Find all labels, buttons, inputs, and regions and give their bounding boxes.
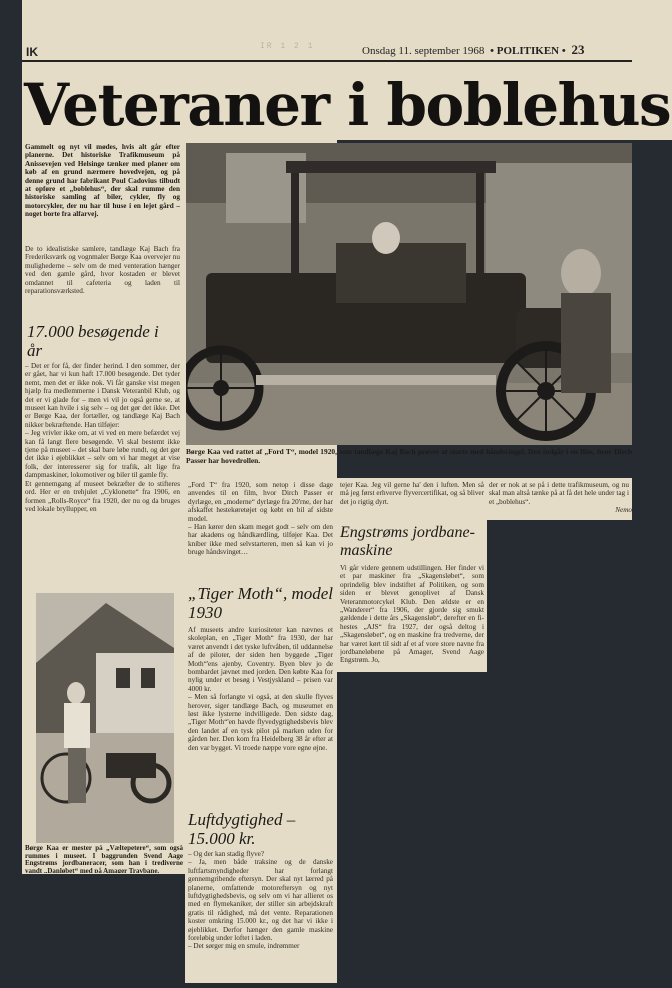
ford-t-illustration <box>186 143 632 445</box>
right-top-text: tejer Kaa. Jeg vil gerne ha' den i luften. Men så må jeg først erhverve flyvercertifikat, og så bliver det jo rigtig dyrt. <box>340 481 484 506</box>
engstrom-text: Vi går videre gennem udstillingen. Her finder vi et par maskiner fra „Skagensløbet“, som oprindelig blev indstiftet af Politiken, og som siden er blevet genoplivet af Dansk Veteranmotorcykel Klub. Den ældste er en „Wanderer“ fra 1906, der gjorde sig smukt gældende i dette års „Skagensløb“, derefter en fi-hestes „AJS“ fra 1927, der også deltog i „Skagensløbet“, og en maskine fra tredverne, der har været kørt til sidt af et af vore store navne fra jordbaneløbene på Amager, Svend Aage Engstrøm. Jo, <box>340 564 484 665</box>
tiger-moth-heading: „Tiger Moth“, model 1930 <box>188 584 333 622</box>
stamp-mark: IR 1 2 1 <box>260 42 315 51</box>
header-rule <box>22 60 632 62</box>
ford-t-photo <box>186 143 632 445</box>
section-label: IK <box>26 45 38 59</box>
photo-caption: Børge Kaa ved rattet af „Ford T“, model 1920, som tandlæge Kaj Bach prøver at starte med håndsvingel. Den indgår i en film, hvor Dirch Passer har hovedrollen. <box>186 447 632 465</box>
motorcycle-photo <box>36 593 174 843</box>
airworthiness-text: – Og der kan stadig flyve? – Ja, men både traksine og de danske luftfartsmyndigheder har forlangt gennemgribende eftersyn. Der skal nyt lærred på planerne, omfattende motoreftersyn og nyt luftdygtighedsbevis, og selv om vi har allieret os med en flymekaniker, der stiller sin arbejdskraft gratis til rådighed, må det vente. Reparationen koster omkring 15.000 kr., og det har vi ikke i øjeblikket. Derfor hænger den gamle maskine foreløbig under loftet i laden. – Det sørger mig en smule, indrømmer <box>188 850 333 951</box>
closing-text: der er nok at se på i dette trafikmuseum, og nu skal man altså tænke på at få det hele under tag i et „boblehus“. <box>489 481 629 506</box>
headline: Veteraner i boblehus <box>24 71 671 139</box>
paper-name: • POLITIKEN • <box>490 45 566 57</box>
ford-t-text: „Ford T“ fra 1920, som netop i disse dage anvendes til en film, hvor Dirch Passer er dyrlæge, en „moderne“ dyrlæge fra 20'rne, der har afskaffet hestekøretøjet og købt en bil af sidste model. – Han kører den skam meget godt – selv om den har akadøns og håndkærdling, tilføjer Kaa. Det kniber ikke med selvstarteren, men så kan vi jo bruge håndsvinget… <box>188 481 333 557</box>
issue-date: Onsdag 11. september 1968 <box>362 45 485 57</box>
signature: Nemo <box>615 506 632 514</box>
airworthiness-heading: Luftdygtighed – 15.000 kr. <box>188 810 296 848</box>
lead-paragraph-2: De to idealistiske samlere, tandlæge Kaj Bach fra Frederiksværk og vognmaler Børge Kaa overvejer nu mulighederne – selv om de med venteration hænger ved den gamle gård, hvor kostaden er blevet omdannet til cafeteria og laden til reparationsværksted. <box>25 245 180 296</box>
engstrom-heading: Engstrøms jordbane-maskine <box>340 524 475 559</box>
motorcycle-caption: Børge Kaa er mester på „Væltepetere“, som også rummes i museet. I baggrunden Svend Aage Engstrøms jordbaneracer, som han i trediverne vandt „Danløbet“ med på Amager Travbane. <box>25 845 183 873</box>
tiger-moth-text: Af museets andre kuriositeter kan nævnes et skoleplan, en „Tiger Moth“ fra 1930, der har været anvendt i det tyske luftvåben, til uddannelse af de piloter, der siden hen byggede „Tiger Moth“'ens ajenby, Coventry. Byen blev jo de bombardet jævnet med jorden. Den købte Kaa for nylig under et besøg i Vestjyskland – prisen var 4000 kr. – Men så forlangte vi også, at den skulle flyves herover, siger tandlæge Bach, og museumet en løst ikke lysterne indvilligede. Den sidste dag, „Tiger Moth“'en havde flyvedygtighedsbevis blev den landet af en tysk pilot på marken uden for gården her. Den kom fra Heidelberg 38 år efter at den var bygget. Vi troede næppe vore egne øjne. <box>188 626 333 752</box>
lead-paragraph: Gammelt og nyt vil mødes, hvis alt går efter planerne. Det historiske Trafikmuseum på Anissevejen ved Helsinge tænker med planer om køb af en grund nærmere hovedvejen, og på denne grund har fabrikant Poul Cadovius tilbudt at opføre et „boblehus“, der skal rumme den historiske samling af biler, cykler, fly og motorcykler, der nu har til huse i en lejet gård – noget borte fra alfarvej. <box>25 143 180 219</box>
visitors-heading: 17.000 besøgende i år <box>27 322 159 360</box>
motorcycle-illustration <box>36 593 174 843</box>
date-line <box>362 42 632 58</box>
visitors-text: – Det er for få, der finder herind. I den sommer, der er gået, har vi kun haft 17.000 besøgende. Det tyder nemt, men det er ikke nok. Vi får ganske vist megen hjælp fra medlemmerne i Dansk Veteranbil Klub, og det er vi glade for – men vi vil jo også gerne se, at museet kan hvile i sig selv – og det gør det ikke. Det er Børge Kaa, der fortæller, og tandlæge Kaj Bach nikker bekræftende. Han tilføjer: – Jeg vrivler ikke om, at vi ved en mere befærdet vej kan få langt flere besøgende. Vi skal bestemt ikke tjene på museet – det skal bare løbe rundt, og det gør det ikke i øjeblikket – selv om vi har meget at vise folk, der interesserer sig for trafik, alt lige fra dampmaskiner, lokomotiver og biler til gamle fly. Et gennemgang af museet bekræfter de to stifteres ord. Her er en trehjulet „Cyklonette“ fra 1906, en formen „Rolls-Royce“ fra 1920, der nu og da bruges ved lokale bryllupper, en <box>25 362 180 513</box>
page-number: 23 <box>571 42 585 57</box>
